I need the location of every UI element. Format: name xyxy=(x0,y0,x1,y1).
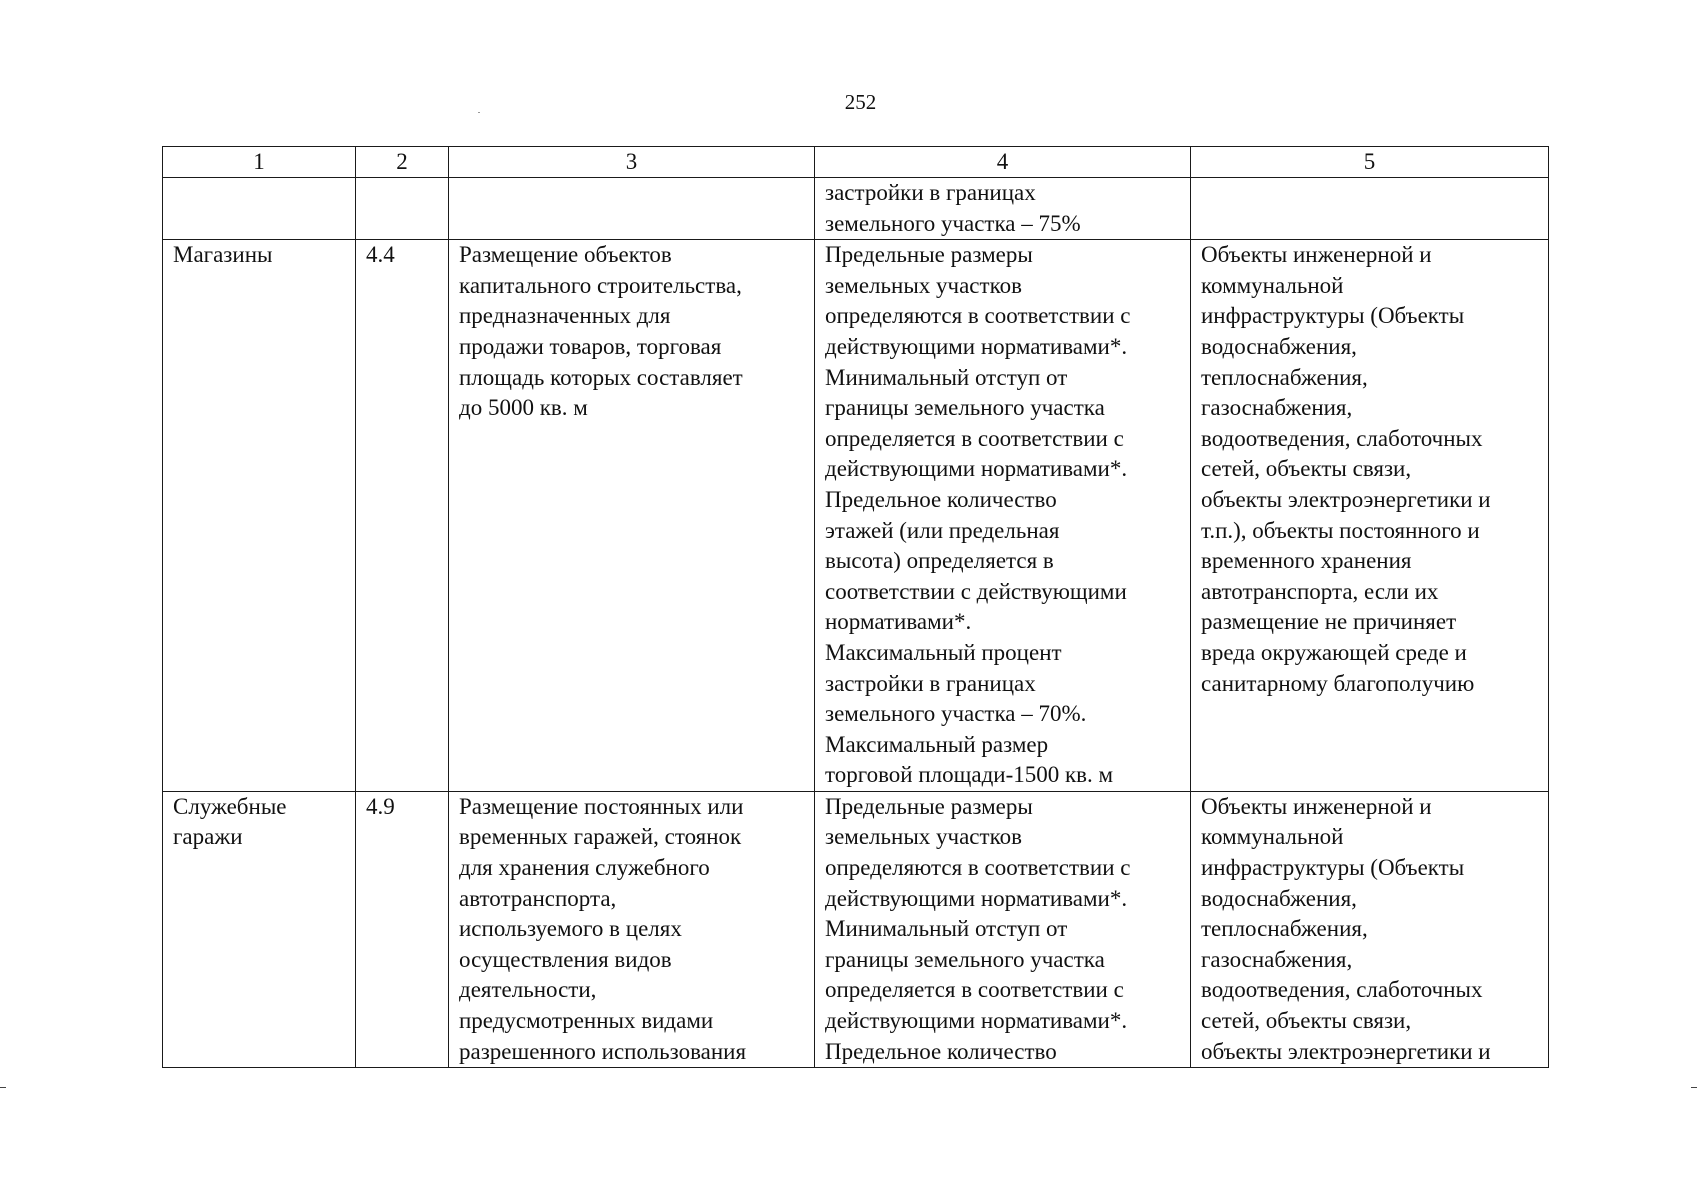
page-number: 252 xyxy=(844,90,877,114)
use-description-cell xyxy=(449,178,815,240)
table-row xyxy=(163,178,1549,240)
use-code-cell: 4.4 xyxy=(356,240,449,792)
use-description-cell: Размещение постоянных или временных гаражей, стоянок для хранения служебного автотранспорта, используемого в целях осуществления видов деятельности, предусмотренных видами разрешенного использования xyxy=(449,791,815,1067)
parameters-cell: застройки в границах земельного участка – 75% xyxy=(815,178,1191,240)
header-row xyxy=(163,147,1549,178)
column-number-5: 5 xyxy=(1191,147,1549,178)
objects-cell: Объекты инженерной и коммунальной инфраструктуры (Объекты водоснабжения, теплоснабжения, газоснабжения, водоотведения, слаботочных сетей, объекты связи, объекты электроэнергетики и xyxy=(1191,791,1549,1067)
table-row xyxy=(163,240,1549,792)
column-number-3: 3 xyxy=(449,147,815,178)
column-number-1: 1 xyxy=(163,147,356,178)
use-code-cell xyxy=(356,178,449,240)
column-number-2: 2 xyxy=(356,147,449,178)
use-code-cell: 4.9 xyxy=(356,791,449,1067)
use-name-cell xyxy=(163,178,356,240)
column-number-4: 4 xyxy=(815,147,1191,178)
right-edge-mark xyxy=(1691,1087,1697,1088)
use-description-cell: Размещение объектов капитального строительства, предназначенных для продажи товаров, торговая площадь которых составляет до 5000 кв. м xyxy=(449,240,815,792)
objects-cell: Объекты инженерной и коммунальной инфраструктуры (Объекты водоснабжения, теплоснабжения, газоснабжения, водоотведения, слаботочных сетей, объекты связи, объекты электроэнергетики и т.п.), объекты постоянного и временного хранения автотранспорта, если их размещение не причиняет вреда окружающей среде и санитарному благополучию xyxy=(1191,240,1549,792)
left-edge-mark xyxy=(0,1087,6,1088)
table-row xyxy=(163,791,1549,1067)
zoning-table xyxy=(162,146,1549,1068)
parameters-cell: Предельные размеры земельных участков определяются в соответствии с действующими нормативами*. Минимальный отступ от границы земельного участка определяется в соответствии с действующими нормативами*. Предельное количество xyxy=(815,791,1191,1067)
use-name-cell: Магазины xyxy=(163,240,356,792)
objects-cell xyxy=(1191,178,1549,240)
parameters-cell: Предельные размеры земельных участков определяются в соответствии с действующими нормативами*. Минимальный отступ от границы земельного участка определяется в соответствии с действующими нормативами*. Предельное количество этажей (или предельная высота) определяется в соответствии с действующими нормативами*. Максимальный процент застройки в границах земельного участка – 70%. Максимальный размер торговой площади-1500 кв. м xyxy=(815,240,1191,792)
scan-speck xyxy=(478,112,480,113)
use-name-cell: Служебные гаражи xyxy=(163,791,356,1067)
